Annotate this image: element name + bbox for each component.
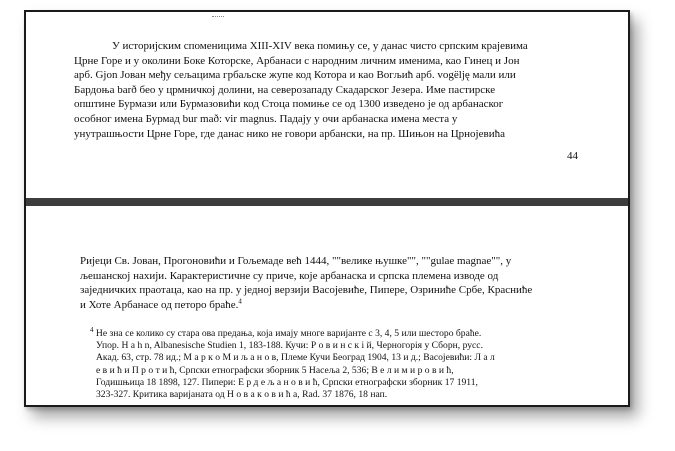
page-divider xyxy=(26,198,628,206)
lower-page-paragraph xyxy=(80,254,532,312)
paragraph-line: У историјским споменицима XIII-XIV века помињу се, у данас чисто српским крајевима xyxy=(112,40,528,52)
paragraph-line-text: и Хоте Арбанасе од петоро браће. xyxy=(80,298,239,311)
paragraph-line: Бардоња barð бео у црмничкој долини, на северозападу Скадарског Језера. Име пастирске xyxy=(74,83,496,96)
page-number: 44 xyxy=(567,150,578,162)
footnote-marker: 4 xyxy=(90,325,94,334)
lower-page xyxy=(26,206,628,407)
footnote-line: 323-327. Критика варијаната од Н о в а к о в и ћ а, Rad. 37 1876, 18 нап. xyxy=(96,389,388,401)
paragraph-line: Црне Горе и у околини Боке Которске, Арбанаси с народним личним именима, као Гинец и Јон xyxy=(74,54,520,67)
paragraph-line: општине Бурмази или Бурмазовићи код Стоца помиње се од 1300 изведено је од арбанаског xyxy=(74,98,504,111)
paragraph-line: Ријеци Св. Јован, Прогоновићи и Гољемаде већ 1444, ""велике њушке"", ""gulae magnae"", у xyxy=(80,255,512,267)
footnote-line: Акад. 63, стр. 78 ид.; М а р к о М и љ а н о в, Племе Кучи Београд 1904, 13 и д.; Васојевићи: Л а л xyxy=(96,352,495,364)
paragraph-line: арб. Gjon Јован међу сељацима грбаљске жупе код Котора и као Вогљић арб. vogëlję мали или xyxy=(74,69,516,82)
footnote-line xyxy=(90,325,495,340)
paragraph-line: особног имена Бурмад bur mað: vir magnus. Падају у очи арбанаска имена места у xyxy=(74,112,458,125)
footnote-line: е в и ћ и П р о т и ћ, Српски етнографски зборник 5 Насеља 2, 536; В е л и м и р о в и ћ, xyxy=(96,364,454,376)
footnote-line: Упор. H a h n, Albanesische Studien 1, 183-188. Кучи: Р о в и н с к і й, Черногорія у Сборн, русс. xyxy=(96,340,483,352)
crop-mark xyxy=(212,12,224,17)
upper-page-paragraph xyxy=(74,39,528,141)
paragraph-line: унутрашњости Црне Горе, где данас нико не говори арбански, на пр. Шињон на Црнојевића xyxy=(74,127,505,140)
footnote-text: Не зна се колико су стара ова предања, која имају многе варијанте с 3, 4, 5 или шесторо браће. xyxy=(95,328,482,339)
paragraph-line: љешанској нахији. Карактеристичне су приче, које арбанаска и српска племена изводе од xyxy=(80,269,499,282)
footnote-reference[interactable]: 4 xyxy=(238,297,242,306)
paragraph-line: заједничких праотаца, као на пр. у једној верзији Васојевиће, Пипере, Озриниће Србе, Красниће xyxy=(80,284,533,297)
upper-page xyxy=(26,12,628,198)
document-frame xyxy=(24,10,630,407)
paragraph-line xyxy=(80,298,532,313)
footnote-line: Годишњица 18 1898, 127. Пипери: Е р д е љ а н о в и ћ, Српски етнографски зборник 17 1911, xyxy=(96,376,478,388)
footnote xyxy=(90,325,495,401)
